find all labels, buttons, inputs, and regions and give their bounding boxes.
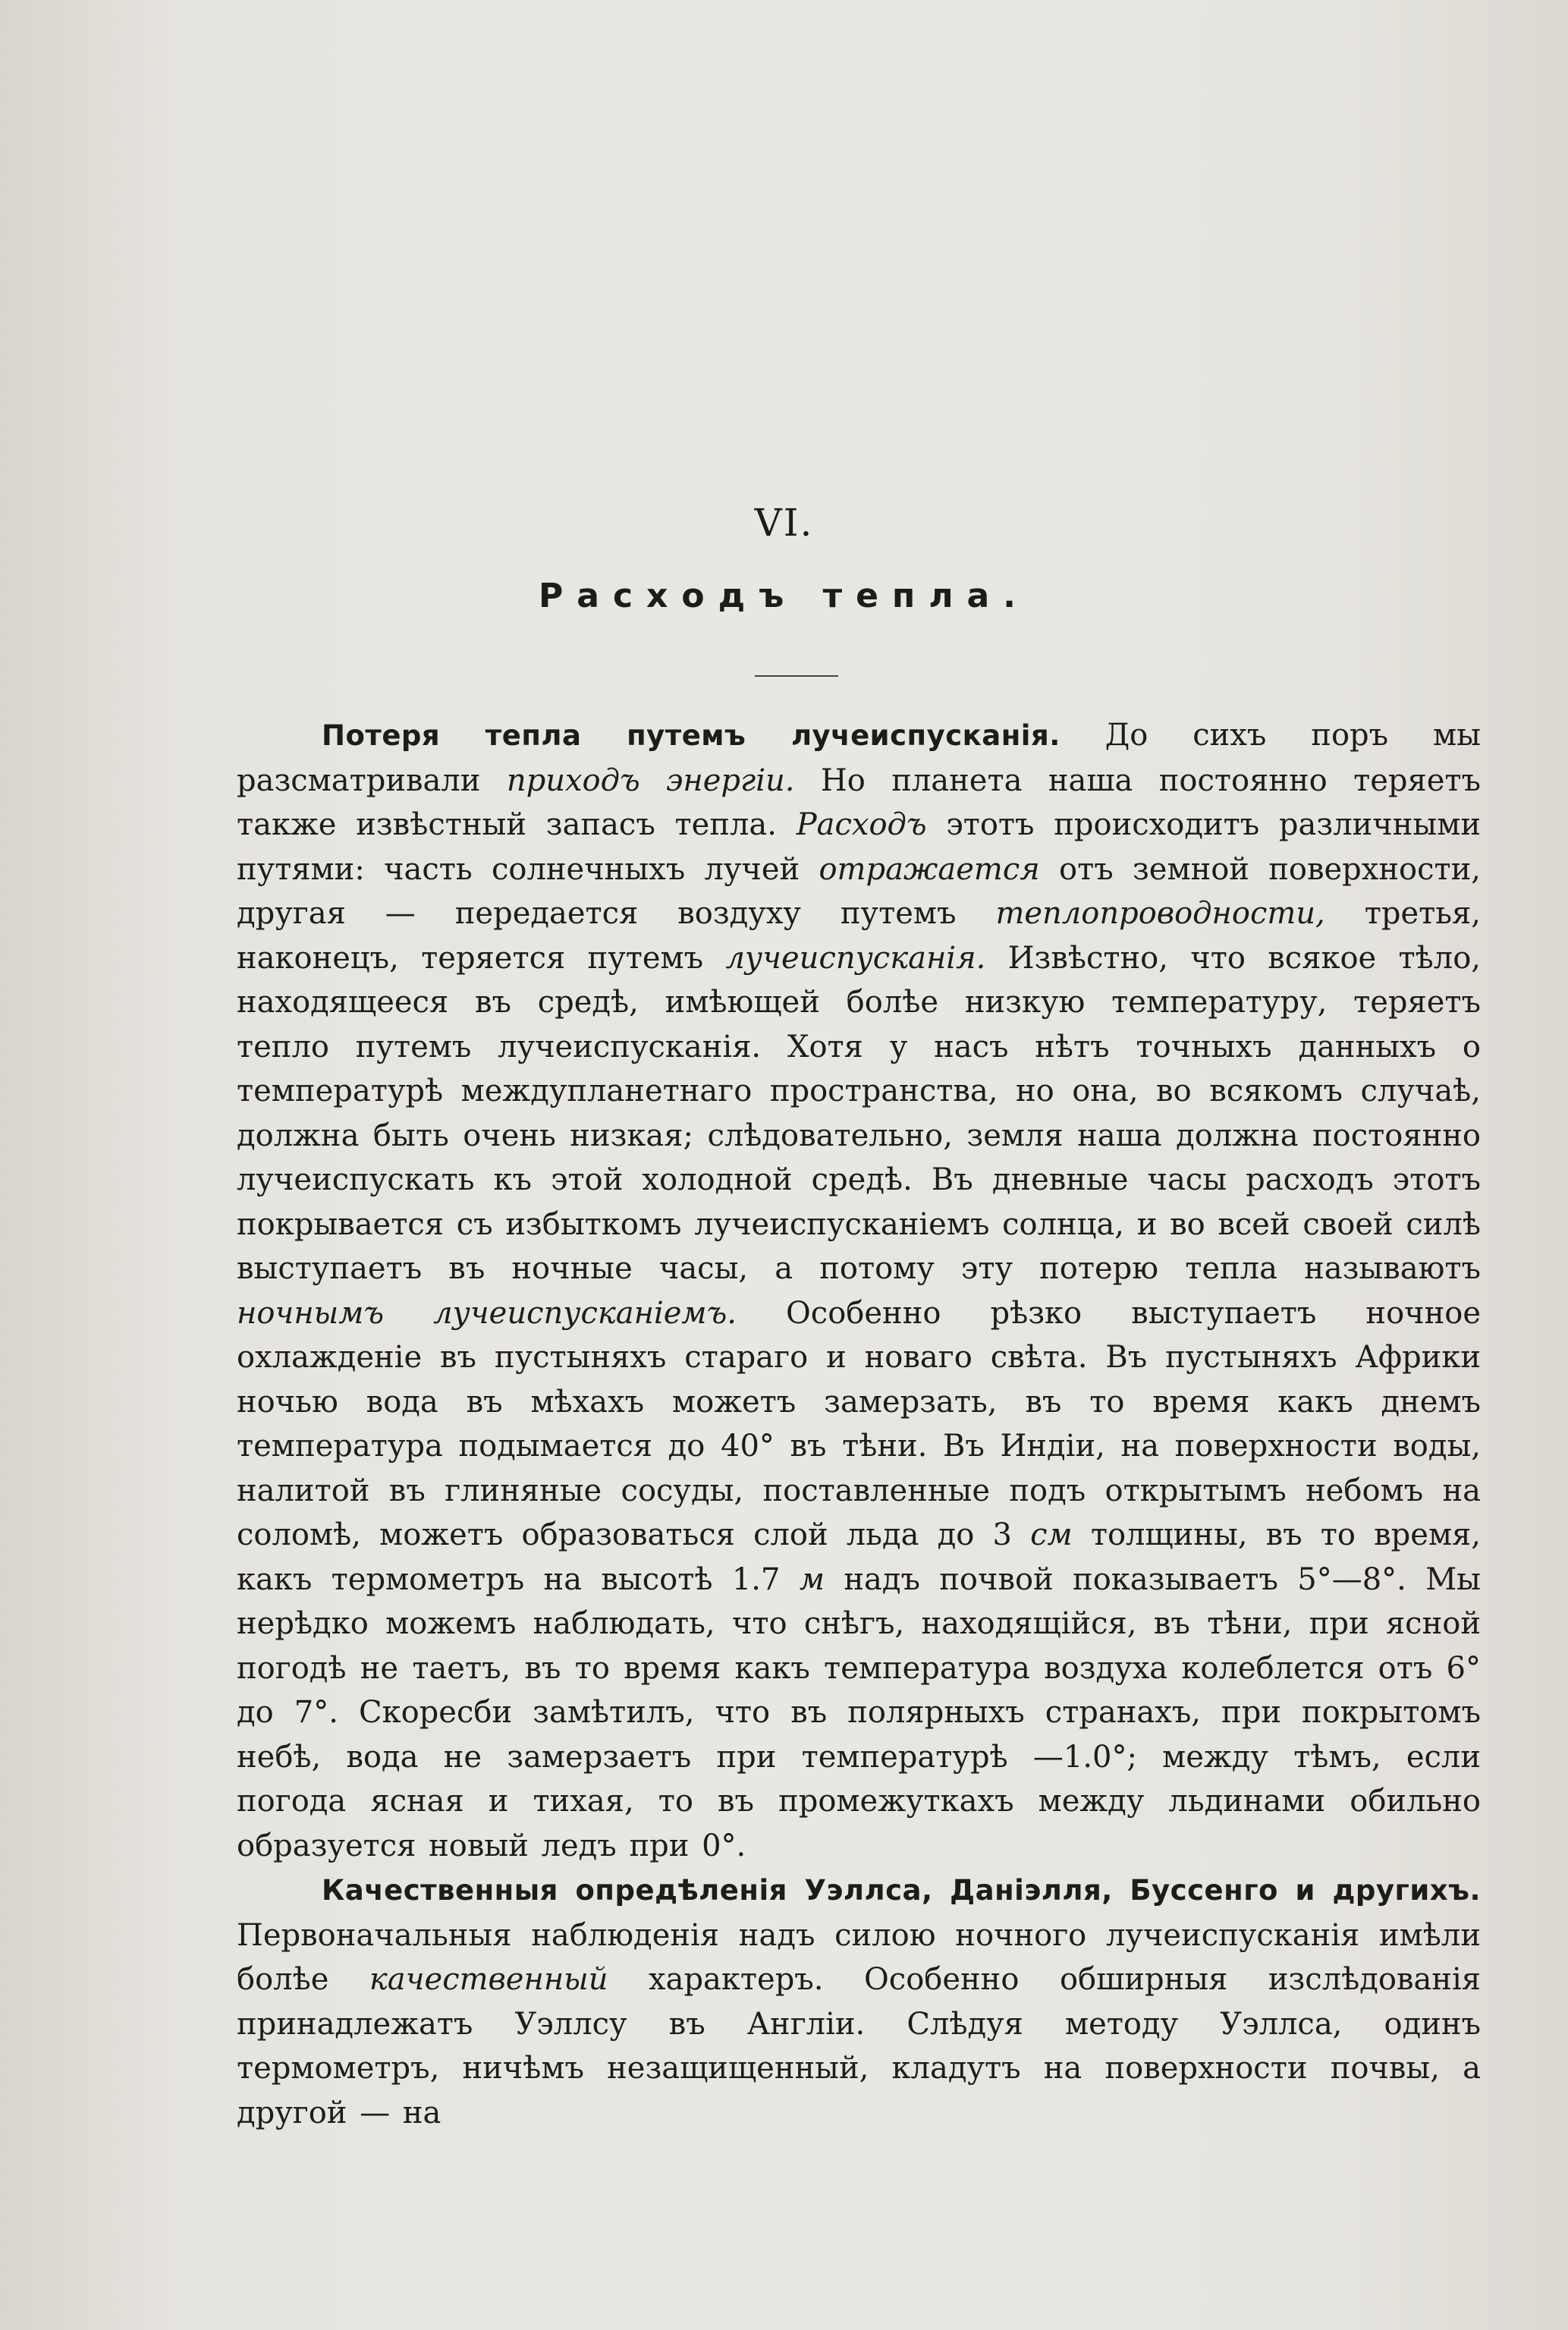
emphasis: лучеиспусканія. bbox=[725, 940, 986, 976]
emphasis: качественный bbox=[369, 1962, 608, 1997]
chapter-number: VI. bbox=[754, 501, 814, 545]
section-heading: Качественныя опредѣленія Уэллса, Даніэлля, Буссенго и другихъ. bbox=[322, 1874, 1481, 1907]
text-run: До сихъ поръ мы разсматривали bbox=[237, 718, 1481, 798]
emphasis: см bbox=[1030, 1517, 1073, 1552]
emphasis: Расходъ bbox=[796, 807, 927, 842]
emphasis: теплопроводности, bbox=[995, 896, 1325, 931]
text-run: характеръ. Особенно обширныя изслѣдованія принадлежатъ Уэллсу въ Англіи. Слѣдуя методу Уэллса, одинъ термометръ, ничѣмъ незащищенный, кладутъ на поверхности почвы, а другой — на bbox=[237, 1962, 1481, 2130]
text-run: толщины, въ то время, какъ термометръ на высотѣ 1.7 bbox=[237, 1517, 1482, 1597]
emphasis: ночнымъ лучеиспусканіемъ. bbox=[237, 1295, 737, 1331]
text-run: надъ почвой показываетъ 5°—8°. Мы нерѣдко можемъ наблюдать, что снѣгъ, находящійся, въ тѣни, при ясной погодѣ не таетъ, въ то время какъ температура воздуха колеблется отъ 6° до 7°. Скоресби замѣтилъ, что въ полярныхъ странахъ, при покрытомъ небѣ, вода не замерзаетъ при температурѣ —1.0°; между тѣмъ, если погода ясная и тихая, то въ промежуткахъ между льдинами обильно образуется новый ледъ при 0°. bbox=[237, 1561, 1482, 1863]
text-run: Особенно рѣзко выступаетъ ночное охлажденіе въ пустыняхъ стараго и новаго свѣта. Въ пустыняхъ Африки ночью вода въ мѣхахъ можетъ замерзать, въ то время какъ днемъ температура подымается до 40° въ тѣни. Въ Индіи, на поверхности воды, налитой въ глиняные сосуды, поставленные подъ открытымъ небомъ на соломѣ, можетъ образоваться слой льда до 3 bbox=[237, 1295, 1482, 1552]
text-run: Первоначальныя наблюденія надъ силою ночного лучеиспусканія имѣли болѣе bbox=[237, 1917, 1481, 1997]
title-divider bbox=[755, 675, 838, 677]
paragraph-qualitative-studies bbox=[237, 1868, 1481, 2135]
text-run: отъ земной поверхности, другая — передается воздуху путемъ bbox=[237, 851, 1481, 931]
body-text bbox=[237, 713, 1481, 2135]
emphasis: м bbox=[799, 1561, 825, 1597]
paragraph-radiation-loss bbox=[237, 713, 1481, 1868]
text-run: третья, наконецъ, теряется путемъ bbox=[237, 896, 1481, 976]
text-run: этотъ происходитъ различными путями: часть солнечныхъ лучей bbox=[237, 807, 1481, 887]
text-run: Но планета наша постоянно теряетъ также извѣстный запасъ тепла. bbox=[237, 763, 1481, 842]
text-run: Извѣстно, что всякое тѣло, находящееся въ средѣ, имѣющей болѣе низкую температуру, теряетъ тепло путемъ лучеиспусканія. Хотя у насъ нѣтъ точныхъ данныхъ о температурѣ междупланетнаго пространства, но она, во всякомъ случаѣ, должна быть очень низкая; слѣдовательно, земля наша должна постоянно лучеиспускать къ этой холодной средѣ. Въ дневные часы расходъ этотъ покрывается съ избыткомъ лучеиспусканіемъ солнца, и во всей своей силѣ выступаетъ въ ночные часы, а потому эту потерю тепла называютъ bbox=[237, 940, 1481, 1286]
emphasis: приходъ энергіи. bbox=[506, 763, 795, 798]
emphasis: отражается bbox=[819, 851, 1040, 887]
chapter-title: Расходъ тепла. bbox=[539, 577, 1029, 615]
section-heading: Потеря тепла путемъ лучеиспусканія. bbox=[322, 719, 1061, 752]
